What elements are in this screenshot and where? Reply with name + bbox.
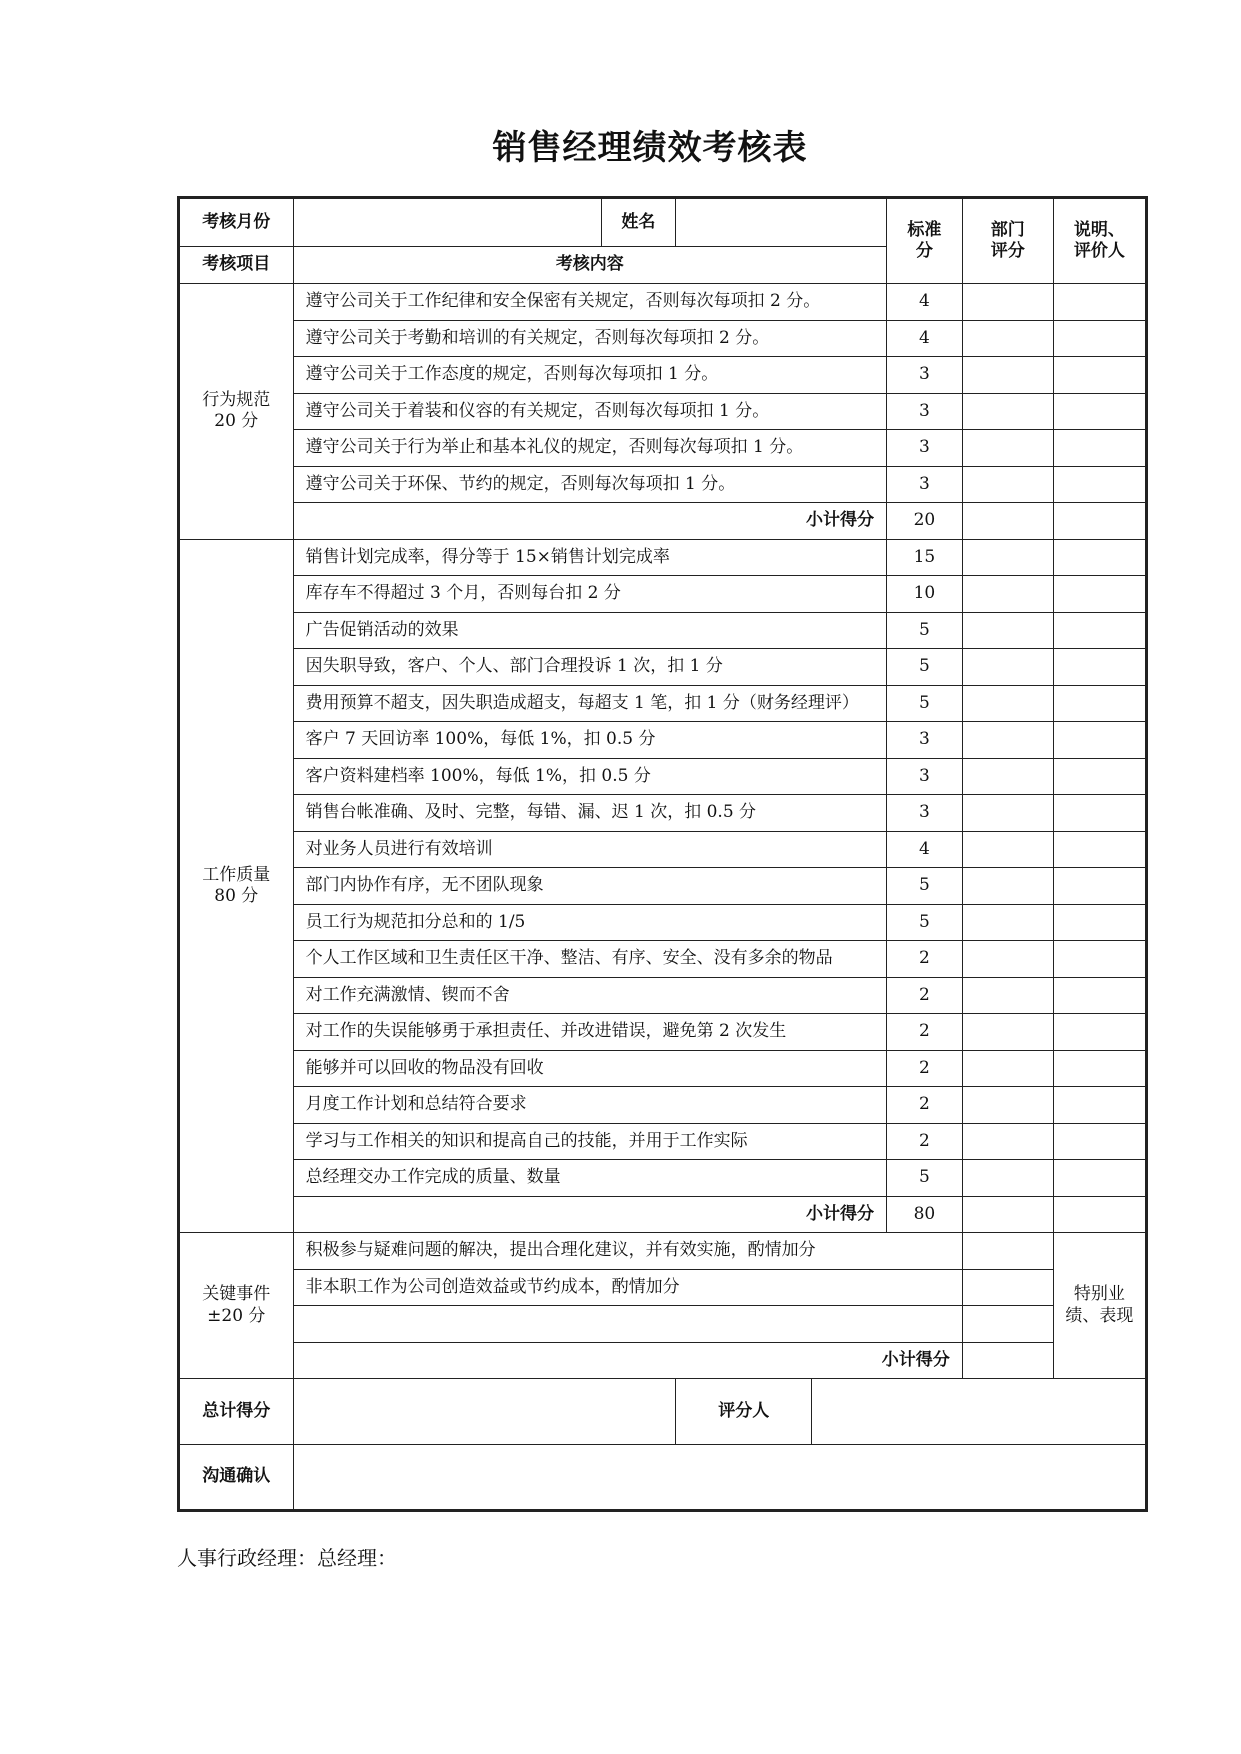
criteria-text: 员工行为规范扣分总和的 1/5 <box>293 904 886 941</box>
subtotal-label: 小计得分 <box>293 503 886 540</box>
note-cell[interactable] <box>1053 831 1146 868</box>
standard-score: 15 <box>887 539 963 576</box>
signature-line: 人事行政经理：总经理： <box>177 1546 397 1570</box>
special-note: 特别业 绩、表现 <box>1053 1233 1146 1379</box>
item-label: 考核项目 <box>179 247 294 284</box>
standard-score-header: 标准 分 <box>887 198 963 284</box>
criteria-text: 对业务人员进行有效培训 <box>293 831 886 868</box>
confirm-row <box>179 1445 1147 1511</box>
standard-score: 5 <box>887 904 963 941</box>
standard-score: 3 <box>887 722 963 759</box>
dept-score-cell[interactable] <box>962 1050 1053 1087</box>
note-cell[interactable] <box>1053 466 1146 503</box>
note-cell[interactable] <box>1053 977 1146 1014</box>
note-cell[interactable] <box>1053 941 1146 978</box>
standard-score: 3 <box>887 795 963 832</box>
rater-label: 评分人 <box>676 1379 812 1445</box>
table-row <box>179 941 1147 978</box>
dept-score-cell[interactable] <box>962 1196 1053 1233</box>
table-row <box>179 1014 1147 1051</box>
key-event-row <box>179 1233 1147 1270</box>
table-row <box>179 612 1147 649</box>
table-row <box>179 685 1147 722</box>
standard-score: 5 <box>887 1160 963 1197</box>
table-row <box>179 758 1147 795</box>
page-title: 销售经理绩效考核表 <box>492 128 808 168</box>
note-cell[interactable] <box>1053 795 1146 832</box>
dept-score-cell[interactable] <box>962 503 1053 540</box>
dept-score-cell[interactable] <box>962 977 1053 1014</box>
subtotal-row <box>179 503 1147 540</box>
note-cell[interactable] <box>1053 868 1146 905</box>
dept-score-cell[interactable] <box>962 320 1053 357</box>
dept-score-cell[interactable] <box>962 539 1053 576</box>
criteria-text: 遵守公司关于考勤和培训的有关规定，否则每次每项扣 2 分。 <box>293 320 886 357</box>
criteria-text: 部门内协作有序，无不团队现象 <box>293 868 886 905</box>
note-cell[interactable] <box>1053 539 1146 576</box>
criteria-text: 费用预算不超支，因失职造成超支，每超支 1 笔，扣 1 分（财务经理评） <box>293 685 886 722</box>
standard-score: 2 <box>887 1087 963 1124</box>
dept-score-cell[interactable] <box>962 466 1053 503</box>
dept-score-cell[interactable] <box>962 1087 1053 1124</box>
standard-score: 4 <box>887 320 963 357</box>
standard-score: 3 <box>887 393 963 430</box>
criteria-text: 遵守公司关于着装和仪容的有关规定，否则每次每项扣 1 分。 <box>293 393 886 430</box>
criteria-text: 遵守公司关于行为举止和基本礼仪的规定，否则每次每项扣 1 分。 <box>293 430 886 467</box>
table-row <box>179 868 1147 905</box>
subtotal-score: 20 <box>887 503 963 540</box>
note-cell[interactable] <box>1053 284 1146 321</box>
note-cell[interactable] <box>1053 1014 1146 1051</box>
standard-score: 2 <box>887 1050 963 1087</box>
criteria-text: 个人工作区域和卫生责任区干净、整洁、有序、安全、没有多余的物品 <box>293 941 886 978</box>
subtotal-row <box>179 1196 1147 1233</box>
table-row <box>179 320 1147 357</box>
dept-score-header: 部门 评分 <box>962 198 1053 284</box>
note-cell[interactable] <box>1053 1160 1146 1197</box>
criteria-text: 总经理交办工作完成的质量、数量 <box>293 1160 886 1197</box>
key-event-row <box>179 1269 1147 1306</box>
criteria-text: 对工作充满激情、锲而不舍 <box>293 977 886 1014</box>
note-cell[interactable] <box>1053 357 1146 394</box>
note-cell[interactable] <box>1053 612 1146 649</box>
standard-score: 2 <box>887 1014 963 1051</box>
standard-score: 3 <box>887 466 963 503</box>
confirm-field[interactable] <box>293 1445 1146 1511</box>
note-cell[interactable] <box>1053 649 1146 686</box>
criteria-text: 学习与工作相关的知识和提高自己的技能，并用于工作实际 <box>293 1123 886 1160</box>
dept-score-cell[interactable] <box>962 795 1053 832</box>
table-row <box>179 831 1147 868</box>
table-row <box>179 576 1147 613</box>
dept-score-cell[interactable] <box>962 904 1053 941</box>
criteria-text: 月度工作计划和总结符合要求 <box>293 1087 886 1124</box>
note-cell[interactable] <box>1053 1196 1146 1233</box>
criteria-text: 对工作的失误能够勇于承担责任、并改进错误，避免第 2 次发生 <box>293 1014 886 1051</box>
rater-field[interactable] <box>812 1379 1147 1445</box>
total-field[interactable] <box>293 1379 676 1445</box>
criteria-text: 客户资料建档率 100%，每低 1%，扣 0.5 分 <box>293 758 886 795</box>
standard-score: 5 <box>887 685 963 722</box>
dept-score-cell[interactable] <box>962 941 1053 978</box>
dept-score-cell[interactable] <box>962 722 1053 759</box>
dept-score-cell[interactable] <box>962 576 1053 613</box>
dept-score-cell[interactable] <box>962 1306 1053 1343</box>
dept-score-cell[interactable] <box>962 831 1053 868</box>
table-row <box>179 539 1147 576</box>
criteria-text: 因失职导致，客户、个人、部门合理投诉 1 次，扣 1 分 <box>293 649 886 686</box>
confirm-label: 沟通确认 <box>179 1445 294 1511</box>
standard-score: 3 <box>887 758 963 795</box>
standard-score: 5 <box>887 649 963 686</box>
criteria-text: 客户 7 天回访率 100%，每低 1%，扣 0.5 分 <box>293 722 886 759</box>
total-row <box>179 1379 1147 1445</box>
key-event-text: 非本职工作为公司创造效益或节约成本，酌情加分 <box>293 1269 962 1306</box>
subtotal-label: 小计得分 <box>293 1342 962 1379</box>
subtotal-label: 小计得分 <box>293 1196 886 1233</box>
table-row <box>179 393 1147 430</box>
note-cell[interactable] <box>1053 393 1146 430</box>
dept-score-cell[interactable] <box>962 1233 1053 1270</box>
note-cell[interactable] <box>1053 576 1146 613</box>
criteria-text: 库存车不得超过 3 个月，否则每台扣 2 分 <box>293 576 886 613</box>
standard-score: 2 <box>887 977 963 1014</box>
criteria-text: 能够并可以回收的物品没有回收 <box>293 1050 886 1087</box>
note-cell[interactable] <box>1053 1123 1146 1160</box>
section-label: 工作质量 80 分 <box>179 539 294 1233</box>
month-label: 考核月份 <box>179 198 294 247</box>
section-label: 行为规范 20 分 <box>179 284 294 540</box>
note-cell[interactable] <box>1053 758 1146 795</box>
standard-score: 10 <box>887 576 963 613</box>
content-label: 考核内容 <box>293 247 886 284</box>
dept-score-cell[interactable] <box>962 284 1053 321</box>
table-row <box>179 1087 1147 1124</box>
standard-score: 4 <box>887 831 963 868</box>
key-events-label: 关键事件 ±20 分 <box>179 1233 294 1379</box>
criteria-text: 遵守公司关于工作纪律和安全保密有关规定，否则每次每项扣 2 分。 <box>293 284 886 321</box>
criteria-text: 销售计划完成率，得分等于 15×销售计划完成率 <box>293 539 886 576</box>
criteria-text: 遵守公司关于工作态度的规定，否则每次每项扣 1 分。 <box>293 357 886 394</box>
dept-score-cell[interactable] <box>962 1160 1053 1197</box>
table-row <box>179 722 1147 759</box>
standard-score: 2 <box>887 941 963 978</box>
dept-score-cell[interactable] <box>962 357 1053 394</box>
dept-score-cell[interactable] <box>962 1342 1053 1379</box>
subtotal-score: 80 <box>887 1196 963 1233</box>
criteria-text: 销售台帐准确、及时、完整，每错、漏、迟 1 次，扣 0.5 分 <box>293 795 886 832</box>
dept-score-cell[interactable] <box>962 1014 1053 1051</box>
note-cell[interactable] <box>1053 1050 1146 1087</box>
criteria-text: 广告促销活动的效果 <box>293 612 886 649</box>
standard-score: 4 <box>887 284 963 321</box>
note-cell[interactable] <box>1053 904 1146 941</box>
name-field[interactable] <box>676 198 887 247</box>
table-row <box>179 1050 1147 1087</box>
note-cell[interactable] <box>1053 1087 1146 1124</box>
note-cell[interactable] <box>1053 685 1146 722</box>
note-cell[interactable] <box>1053 503 1146 540</box>
appraisal-form <box>177 196 1148 1512</box>
standard-score: 3 <box>887 357 963 394</box>
table-row <box>179 649 1147 686</box>
table-row <box>179 795 1147 832</box>
month-field[interactable] <box>293 198 601 247</box>
key-event-blank[interactable] <box>293 1306 962 1343</box>
dept-score-cell[interactable] <box>962 868 1053 905</box>
standard-score: 5 <box>887 868 963 905</box>
criteria-text: 遵守公司关于环保、节约的规定，否则每次每项扣 1 分。 <box>293 466 886 503</box>
name-label: 姓名 <box>601 198 676 247</box>
table-row <box>179 284 1147 321</box>
table-row <box>179 430 1147 467</box>
dept-score-cell[interactable] <box>962 612 1053 649</box>
note-cell[interactable] <box>1053 430 1146 467</box>
table-row <box>179 357 1147 394</box>
note-header: 说明、 评价人 <box>1053 198 1146 284</box>
table-row <box>179 1160 1147 1197</box>
key-event-row <box>179 1342 1147 1379</box>
standard-score: 5 <box>887 612 963 649</box>
dept-score-cell[interactable] <box>962 685 1053 722</box>
dept-score-cell[interactable] <box>962 430 1053 467</box>
dept-score-cell[interactable] <box>962 393 1053 430</box>
standard-score: 2 <box>887 1123 963 1160</box>
standard-score: 3 <box>887 430 963 467</box>
dept-score-cell[interactable] <box>962 1269 1053 1306</box>
note-cell[interactable] <box>1053 320 1146 357</box>
note-cell[interactable] <box>1053 722 1146 759</box>
dept-score-cell[interactable] <box>962 1123 1053 1160</box>
key-event-row <box>179 1306 1147 1343</box>
table-row <box>179 1123 1147 1160</box>
dept-score-cell[interactable] <box>962 758 1053 795</box>
total-label: 总计得分 <box>179 1379 294 1445</box>
dept-score-cell[interactable] <box>962 649 1053 686</box>
key-event-text: 积极参与疑难问题的解决，提出合理化建议，并有效实施，酌情加分 <box>293 1233 962 1270</box>
table-row <box>179 977 1147 1014</box>
table-row <box>179 904 1147 941</box>
table-row <box>179 466 1147 503</box>
